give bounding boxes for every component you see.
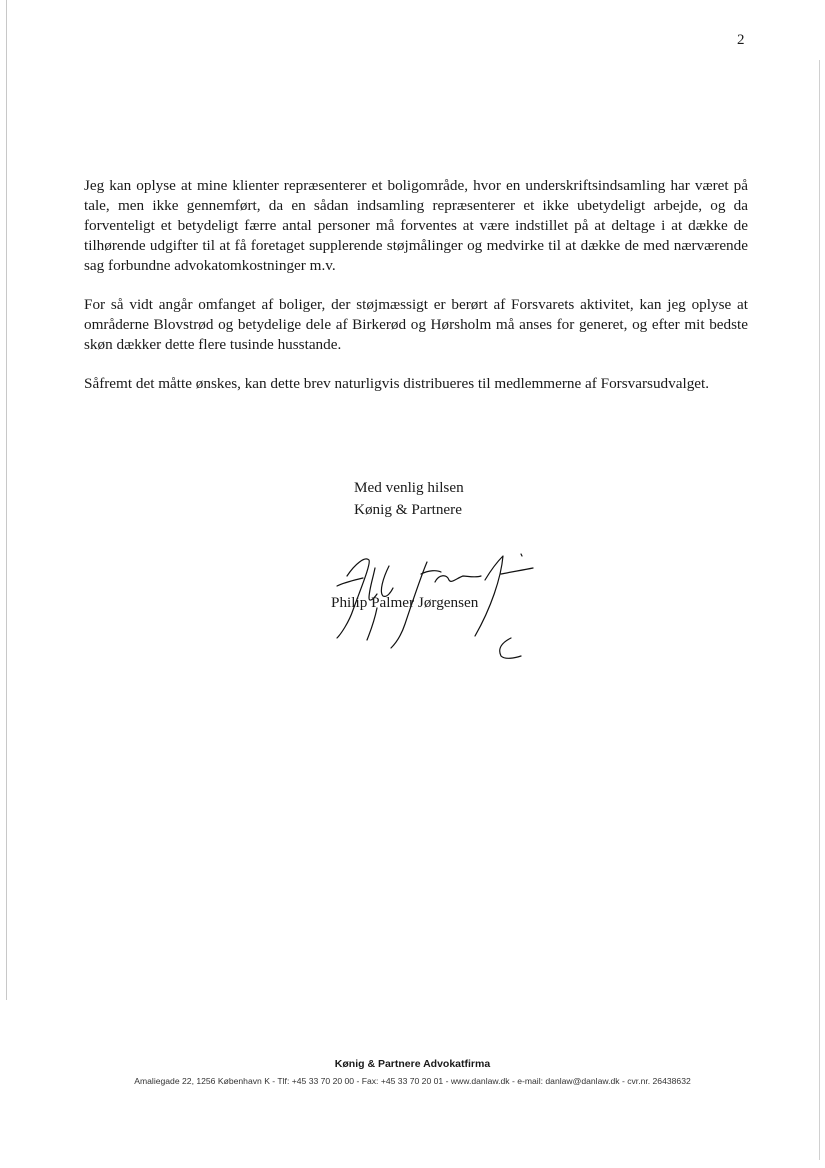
scan-edge <box>819 60 820 1160</box>
closing-block <box>354 477 464 521</box>
paragraph: Såfremt det måtte ønskes, kan dette brev naturligvis distribueres til medlemmerne af Forsvarsudvalget. <box>84 375 710 392</box>
paragraph: Jeg kan oplyse at mine klienter repræsenterer et boligområde, hvor en underskriftsindsamling har været på tale, men ikke gennemført, da en sådan indsamling repræsenterer et ikke ubetydeligt arbejde, og da forventeligt et betydeligt færre antal personer må forventes at være indstillet på at deltage i at dække de tilhørende udgifter til at få foretaget supplerende støjmålinger og medvirke til at dække de med nærværende sag forbundne advokatomkostninger m.v. <box>84 177 748 274</box>
footer-address: Amaliegade 22, 1256 København K - Tlf: +45 33 70 20 00 - Fax: +45 33 70 20 01 - www.danlaw.dk - e-mail: danlaw@danlaw.dk - cvr.nr. 26438632 <box>134 1076 691 1086</box>
scan-edge <box>6 0 7 1000</box>
closing-firm: Kønig & Partnere <box>354 501 462 518</box>
page-number: 2 <box>737 32 745 48</box>
paragraph: For så vidt angår omfanget af boliger, der støjmæssigt er berørt af Forsvarets aktivitet, kan jeg oplyse at områderne Blovstrød og betydelige dele af Birkerød og Hørsholm må anses for generet, og efter mit bedste skøn dækker dette flere tusinde husstande. <box>84 296 748 353</box>
letter-body <box>84 176 748 413</box>
footer-firm-name: Kønig & Partnere Advokatfirma <box>334 1058 491 1070</box>
signer-name: Philip Palmer Jørgensen <box>331 594 479 611</box>
greeting: Med venlig hilsen <box>354 479 464 496</box>
